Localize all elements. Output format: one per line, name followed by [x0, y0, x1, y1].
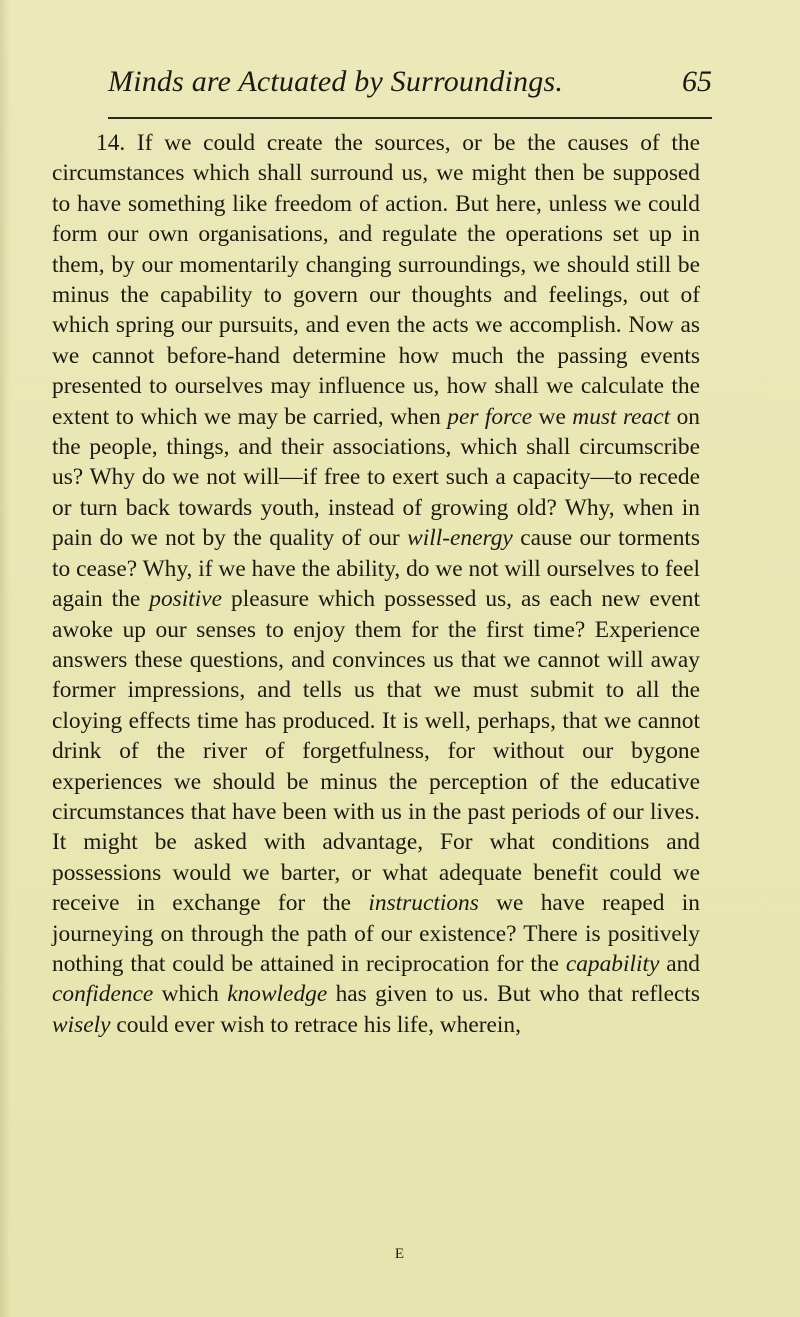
text-segment: and: [659, 950, 700, 977]
page-gutter-shadow: [0, 0, 10, 1317]
text-segment: which: [153, 981, 228, 1008]
italic-segment: positive: [149, 586, 223, 613]
text-segment: we have reaped in journeying on through the path of our existence? There is positively nothing that could be attained in reciprocation for the: [52, 890, 700, 977]
italic-segment: wisely: [52, 1011, 111, 1038]
text-segment: 14. If we could create the sources, or be the causes of the circumstances which shall surround us, we might then be supposed to have something like freedom of action. But here, unless we could form our own organisations, and regulate the operations set up in them, by our momentarily changing surroundings, we should still be minus the capability to govern our thoughts and feelings, out of which spring our pursuits, and even the acts we accomplish. Now as we cannot before-hand determine how much the passing events presented to ourselves may influence us, how shall we calculate the extent to which we may be carried, when: [52, 130, 700, 430]
italic-segment: knowledge: [227, 981, 328, 1008]
italic-segment: instructions: [368, 890, 479, 917]
header-rule: [108, 117, 712, 119]
text-segment: pleasure which possessed us, as each new event awoke up our senses to enjoy them for the first time? Experience answers these questions, and convinces us that we cannot will away former impressions, and tells us that we must submit to all the cloying effects time has produced. It is well, perhaps, that we cannot drink of the river of forgetfulness, for without our bygone experiences we should be minus the perception of the educative circumstances that have been with us in the past periods of our lives. It might be asked with advantage, For what conditions and possessions would we barter, or what adequate benefit could we receive in exchange for the: [52, 586, 700, 917]
text-segment: has given to us. But who that reflects: [327, 981, 701, 1008]
text-segment: on the people, things, and their associations, which shall circumscribe us? Why do we not will—if free to exert such a capacity—to recede or turn back towards youth, instead of growing old? Why, when in pain do we not by the quality of our: [52, 403, 700, 552]
body-paragraph: [52, 128, 700, 1040]
italic-segment: per force: [447, 403, 533, 430]
page-number: 65: [682, 65, 712, 98]
italic-segment: must react: [572, 403, 671, 430]
running-title: Minds are Actuated by Surroundings.: [108, 65, 564, 98]
italic-segment: confidence: [52, 981, 154, 1008]
text-segment: we: [532, 403, 573, 430]
signature-mark: E: [394, 1246, 406, 1262]
italic-segment: capability: [565, 950, 660, 977]
italic-segment: will-energy: [407, 525, 513, 552]
page-header: [108, 62, 712, 106]
text-segment: cause our torments to cease? Why, if we have the ability, do we not will ourselves to feel again the: [52, 525, 700, 613]
text-segment: could ever wish to retrace his life, wherein,: [110, 1011, 521, 1038]
